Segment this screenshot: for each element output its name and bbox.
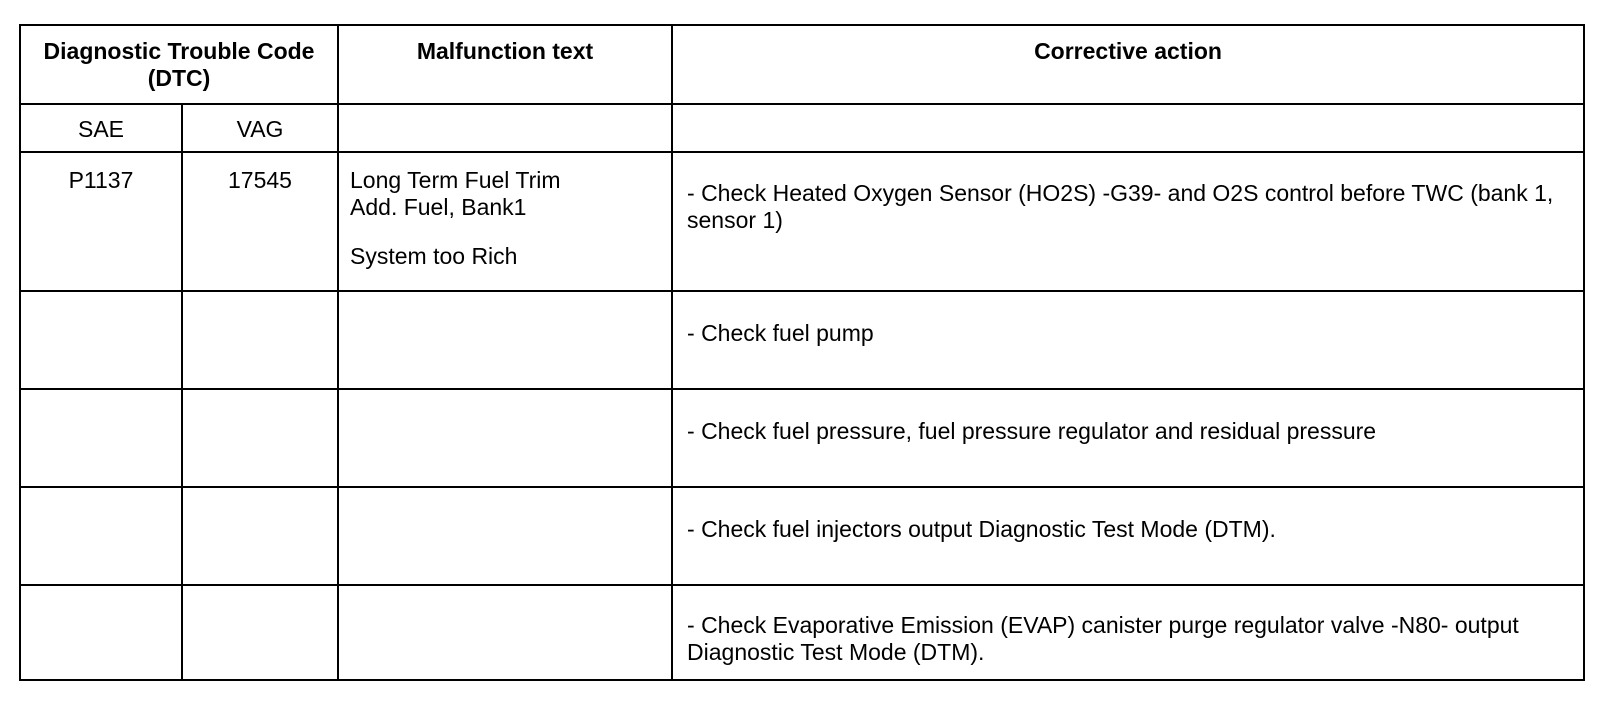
dtc-table <box>19 24 1585 681</box>
corrective-action <box>672 152 1584 291</box>
corrective-action <box>672 585 1584 680</box>
sae-code <box>20 389 182 487</box>
table-row <box>20 585 1584 680</box>
corrective-action <box>672 389 1584 487</box>
malfunction-line: Add. Fuel, Bank1 <box>350 194 527 220</box>
corrective-header: Corrective action <box>672 25 1584 104</box>
vag-subheader: VAG <box>182 104 338 152</box>
table-row <box>20 152 1584 291</box>
empty-subheader-cell <box>672 104 1584 152</box>
sae-code <box>20 291 182 389</box>
malfunction-text <box>338 389 672 487</box>
table-row <box>20 389 1584 487</box>
vag-code: 17545 <box>182 152 338 291</box>
dtc-header: Diagnostic Trouble Code (DTC) <box>20 25 338 104</box>
empty-subheader-cell <box>338 104 672 152</box>
corrective-action <box>672 487 1584 585</box>
sae-subheader: SAE <box>20 104 182 152</box>
sae-code: P1137 <box>20 152 182 291</box>
malfunction-line: Long Term Fuel Trim <box>350 167 561 193</box>
vag-code <box>182 585 338 680</box>
malfunction-text <box>338 152 672 291</box>
malfunction-text <box>338 487 672 585</box>
corrective-action-text: - Check fuel injectors output Diagnostic Test Mode (DTM). <box>687 516 1276 542</box>
vag-code <box>182 487 338 585</box>
table-row <box>20 291 1584 389</box>
malfunction-text <box>338 291 672 389</box>
corrective-action <box>672 291 1584 389</box>
vag-code <box>182 389 338 487</box>
table-subheader-row <box>20 104 1584 152</box>
corrective-action-text: - Check Heated Oxygen Sensor (HO2S) -G39- and O2S control before TWC (bank 1, sensor 1) <box>687 180 1554 233</box>
malfunction-line: System too Rich <box>350 243 518 269</box>
corrective-action-text: - Check Evaporative Emission (EVAP) canister purge regulator valve -N80- output Diagnostic Test Mode (DTM). <box>687 612 1519 665</box>
sae-code <box>20 585 182 680</box>
vag-code <box>182 291 338 389</box>
malfunction-text <box>338 585 672 680</box>
corrective-action-text: - Check fuel pump <box>687 320 874 346</box>
corrective-action-text: - Check fuel pressure, fuel pressure regulator and residual pressure <box>687 418 1377 444</box>
malfunction-header: Malfunction text <box>338 25 672 104</box>
sae-code <box>20 487 182 585</box>
table-row <box>20 487 1584 585</box>
table-header-row <box>20 25 1584 104</box>
